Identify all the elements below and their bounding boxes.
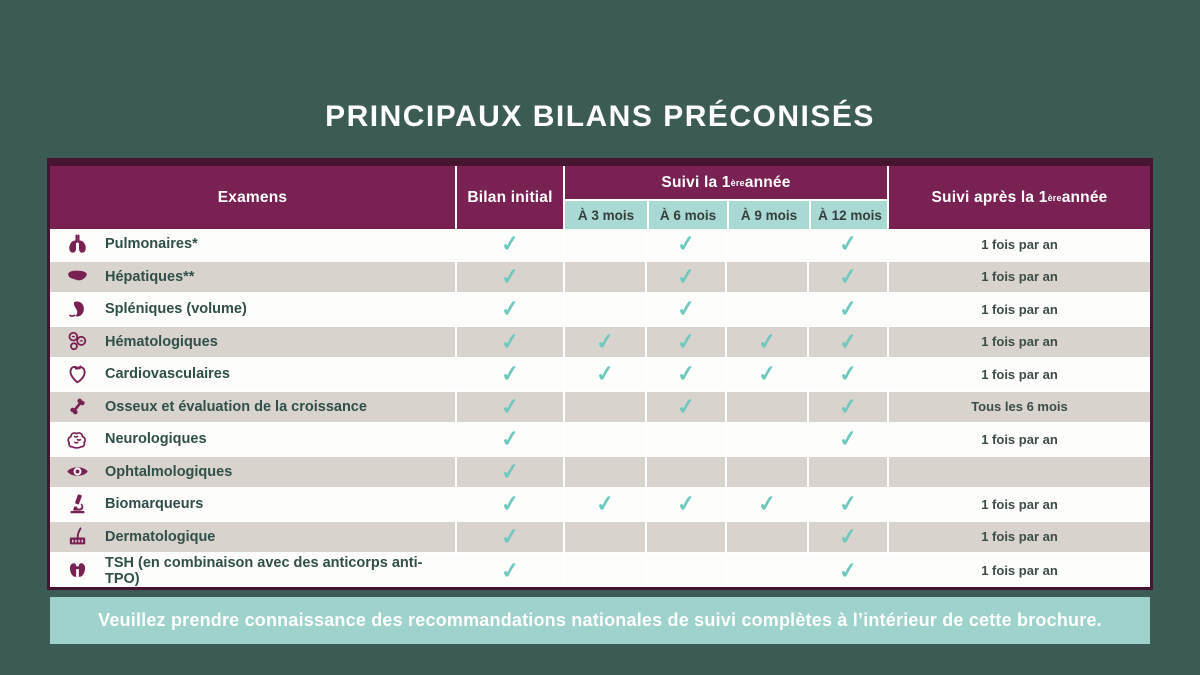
check-cell [455,489,563,520]
check-cell [563,327,645,358]
col-header-bilan-initial: Bilan initial [455,166,563,229]
table-row [50,424,1150,457]
eye-icon [61,458,93,485]
check-cell [455,327,563,358]
checkmark-icon: ✓ [675,490,697,518]
blood-cells-icon [61,328,93,355]
table-row [50,392,1150,425]
checkmark-icon: ✓ [499,556,521,584]
checkmark-icon: ✓ [675,327,697,355]
frequency-cell: 1 fois par an [887,229,1150,260]
frequency-cell: 1 fois par an [887,424,1150,455]
empty-cell [645,554,725,587]
check-cell [725,489,807,520]
table-row [50,294,1150,327]
checkmark-icon: ✓ [675,392,697,420]
exam-label-cell [50,424,455,455]
empty-cell [725,229,807,260]
check-cell [563,359,645,390]
empty-cell [725,457,807,488]
empty-cell [563,262,645,293]
bilans-table [47,158,1153,590]
exam-label-cell [50,392,455,423]
check-cell [645,229,725,260]
table-row [50,327,1150,360]
header-text: Suivi la 1 [661,173,731,191]
empty-cell [807,457,887,488]
check-cell [455,262,563,293]
checkmark-icon: ✓ [837,522,859,550]
exam-label-cell [50,294,455,325]
checkmark-icon: ✓ [499,327,521,355]
exam-label-cell [50,554,455,587]
table-row [50,457,1150,490]
empty-cell [563,457,645,488]
checkmark-icon: ✓ [499,360,521,388]
checkmark-icon: ✓ [837,230,859,258]
empty-cell [645,457,725,488]
thyroid-icon [61,557,93,584]
check-cell [455,457,563,488]
col-header-month: À 3 mois [565,201,647,229]
col-group-suivi-premiere-annee [563,166,887,229]
empty-cell [563,522,645,553]
footer-banner [50,597,1150,644]
check-cell [455,392,563,423]
brain-icon [61,426,93,453]
table-row [50,489,1150,522]
check-cell [645,327,725,358]
checkmark-icon: ✓ [837,327,859,355]
page-title: PRINCIPAUX BILANS PRÉCONISÉS [325,100,875,133]
liver-icon [61,263,93,290]
check-cell [725,359,807,390]
check-cell [455,554,563,587]
frequency-cell [887,457,1150,488]
check-cell [645,489,725,520]
check-cell [807,424,887,455]
bone-icon [61,393,93,420]
empty-cell [563,229,645,260]
exam-label: Neurologiques [105,431,207,448]
table-body [50,229,1150,587]
exam-label-cell [50,262,455,293]
exam-label: TSH (en combinaison avec des anticorps anti-TPO) [105,554,423,587]
empty-cell [725,392,807,423]
frequency-cell: 1 fois par an [887,522,1150,553]
months-subheader [565,199,887,229]
empty-cell [725,554,807,587]
checkmark-icon: ✓ [499,522,521,550]
check-cell [455,229,563,260]
empty-cell [725,424,807,455]
exam-label: Biomarqueurs [105,496,204,513]
check-cell [807,294,887,325]
frequency-cell: Tous les 6 mois [887,392,1150,423]
exam-label-cell [50,522,455,553]
checkmark-icon: ✓ [499,295,521,323]
checkmark-icon: ✓ [675,295,697,323]
check-cell [455,522,563,553]
check-cell [807,489,887,520]
checkmark-icon: ✓ [499,425,521,453]
check-cell [807,522,887,553]
heart-icon [61,361,93,388]
checkmark-icon: ✓ [594,360,616,388]
checkmark-icon: ✓ [837,262,859,290]
check-cell [807,327,887,358]
checkmark-icon: ✓ [499,490,521,518]
col-header-examens: Examens [217,188,288,206]
check-cell [807,359,887,390]
empty-cell [563,294,645,325]
empty-cell [563,424,645,455]
checkmark-icon: ✓ [499,392,521,420]
exam-label: Ophtalmologiques [105,463,233,480]
skin-icon [61,523,93,550]
check-cell [563,489,645,520]
col-header-suivi-premiere-annee: Suivi la 1 ère année [661,173,791,191]
checkmark-icon: ✓ [594,490,616,518]
empty-cell [725,294,807,325]
checkmark-icon: ✓ [499,457,521,485]
empty-cell [563,554,645,587]
empty-cell [725,262,807,293]
checkmark-icon: ✓ [837,490,859,518]
check-cell [807,554,887,587]
col-header-suivi-apres: Suivi après la 1 ère année [887,166,1150,229]
exam-label: Hépatiques** [105,268,195,285]
header-text: année [744,173,791,191]
checkmark-icon: ✓ [837,425,859,453]
checkmark-icon: ✓ [675,360,697,388]
col-header-month: À 12 mois [809,201,889,229]
check-cell [645,262,725,293]
frequency-cell: 1 fois par an [887,327,1150,358]
header-text: année [1061,188,1108,206]
table-row [50,522,1150,555]
spleen-icon [61,296,93,323]
check-cell [455,359,563,390]
exam-label-cell [50,489,455,520]
table-row [50,554,1150,587]
checkmark-icon: ✓ [837,556,859,584]
check-cell [645,294,725,325]
exam-label-cell [50,359,455,390]
microscope-icon [61,491,93,518]
empty-cell [563,392,645,423]
header-text: Suivi après la 1 [931,188,1048,206]
checkmark-icon: ✓ [756,360,778,388]
check-cell [807,229,887,260]
checkmark-icon: ✓ [499,230,521,258]
exam-label: Dermatologique [105,528,216,545]
table-row [50,359,1150,392]
frequency-cell: 1 fois par an [887,262,1150,293]
exam-label: Hématologiques [105,333,218,350]
exam-label-cell [50,457,455,488]
checkmark-icon: ✓ [837,360,859,388]
col-header-month: À 6 mois [647,201,727,229]
exam-label: Spléniques (volume) [105,301,247,318]
check-cell [807,392,887,423]
empty-cell [645,424,725,455]
exam-label-cell [50,327,455,358]
empty-cell [645,522,725,553]
checkmark-icon: ✓ [837,392,859,420]
check-cell [725,327,807,358]
exam-label: Pulmonaires* [105,236,198,253]
col-header-month: À 9 mois [727,201,809,229]
checkmark-icon: ✓ [756,327,778,355]
checkmark-icon: ✓ [675,262,697,290]
check-cell [807,262,887,293]
frequency-cell: 1 fois par an [887,294,1150,325]
checkmark-icon: ✓ [675,230,697,258]
checkmark-icon: ✓ [499,262,521,290]
exam-label: Osseux et évaluation de la croissance [105,398,367,415]
exam-label: Cardiovasculaires [105,366,230,383]
table-row [50,229,1150,262]
check-cell [645,392,725,423]
lungs-icon [61,231,93,258]
checkmark-icon: ✓ [594,327,616,355]
exam-label-cell [50,229,455,260]
frequency-cell: 1 fois par an [887,554,1150,587]
table-header [50,166,1150,229]
checkmark-icon: ✓ [837,295,859,323]
frequency-cell: 1 fois par an [887,359,1150,390]
checkmark-icon: ✓ [756,490,778,518]
footer-banner-text: Veuillez prendre connaissance des recommandations nationales de suivi complètes à l’intérieur de cette brochure. [98,610,1102,630]
check-cell [455,424,563,455]
table-row [50,262,1150,295]
check-cell [645,359,725,390]
frequency-cell: 1 fois par an [887,489,1150,520]
empty-cell [725,522,807,553]
check-cell [455,294,563,325]
